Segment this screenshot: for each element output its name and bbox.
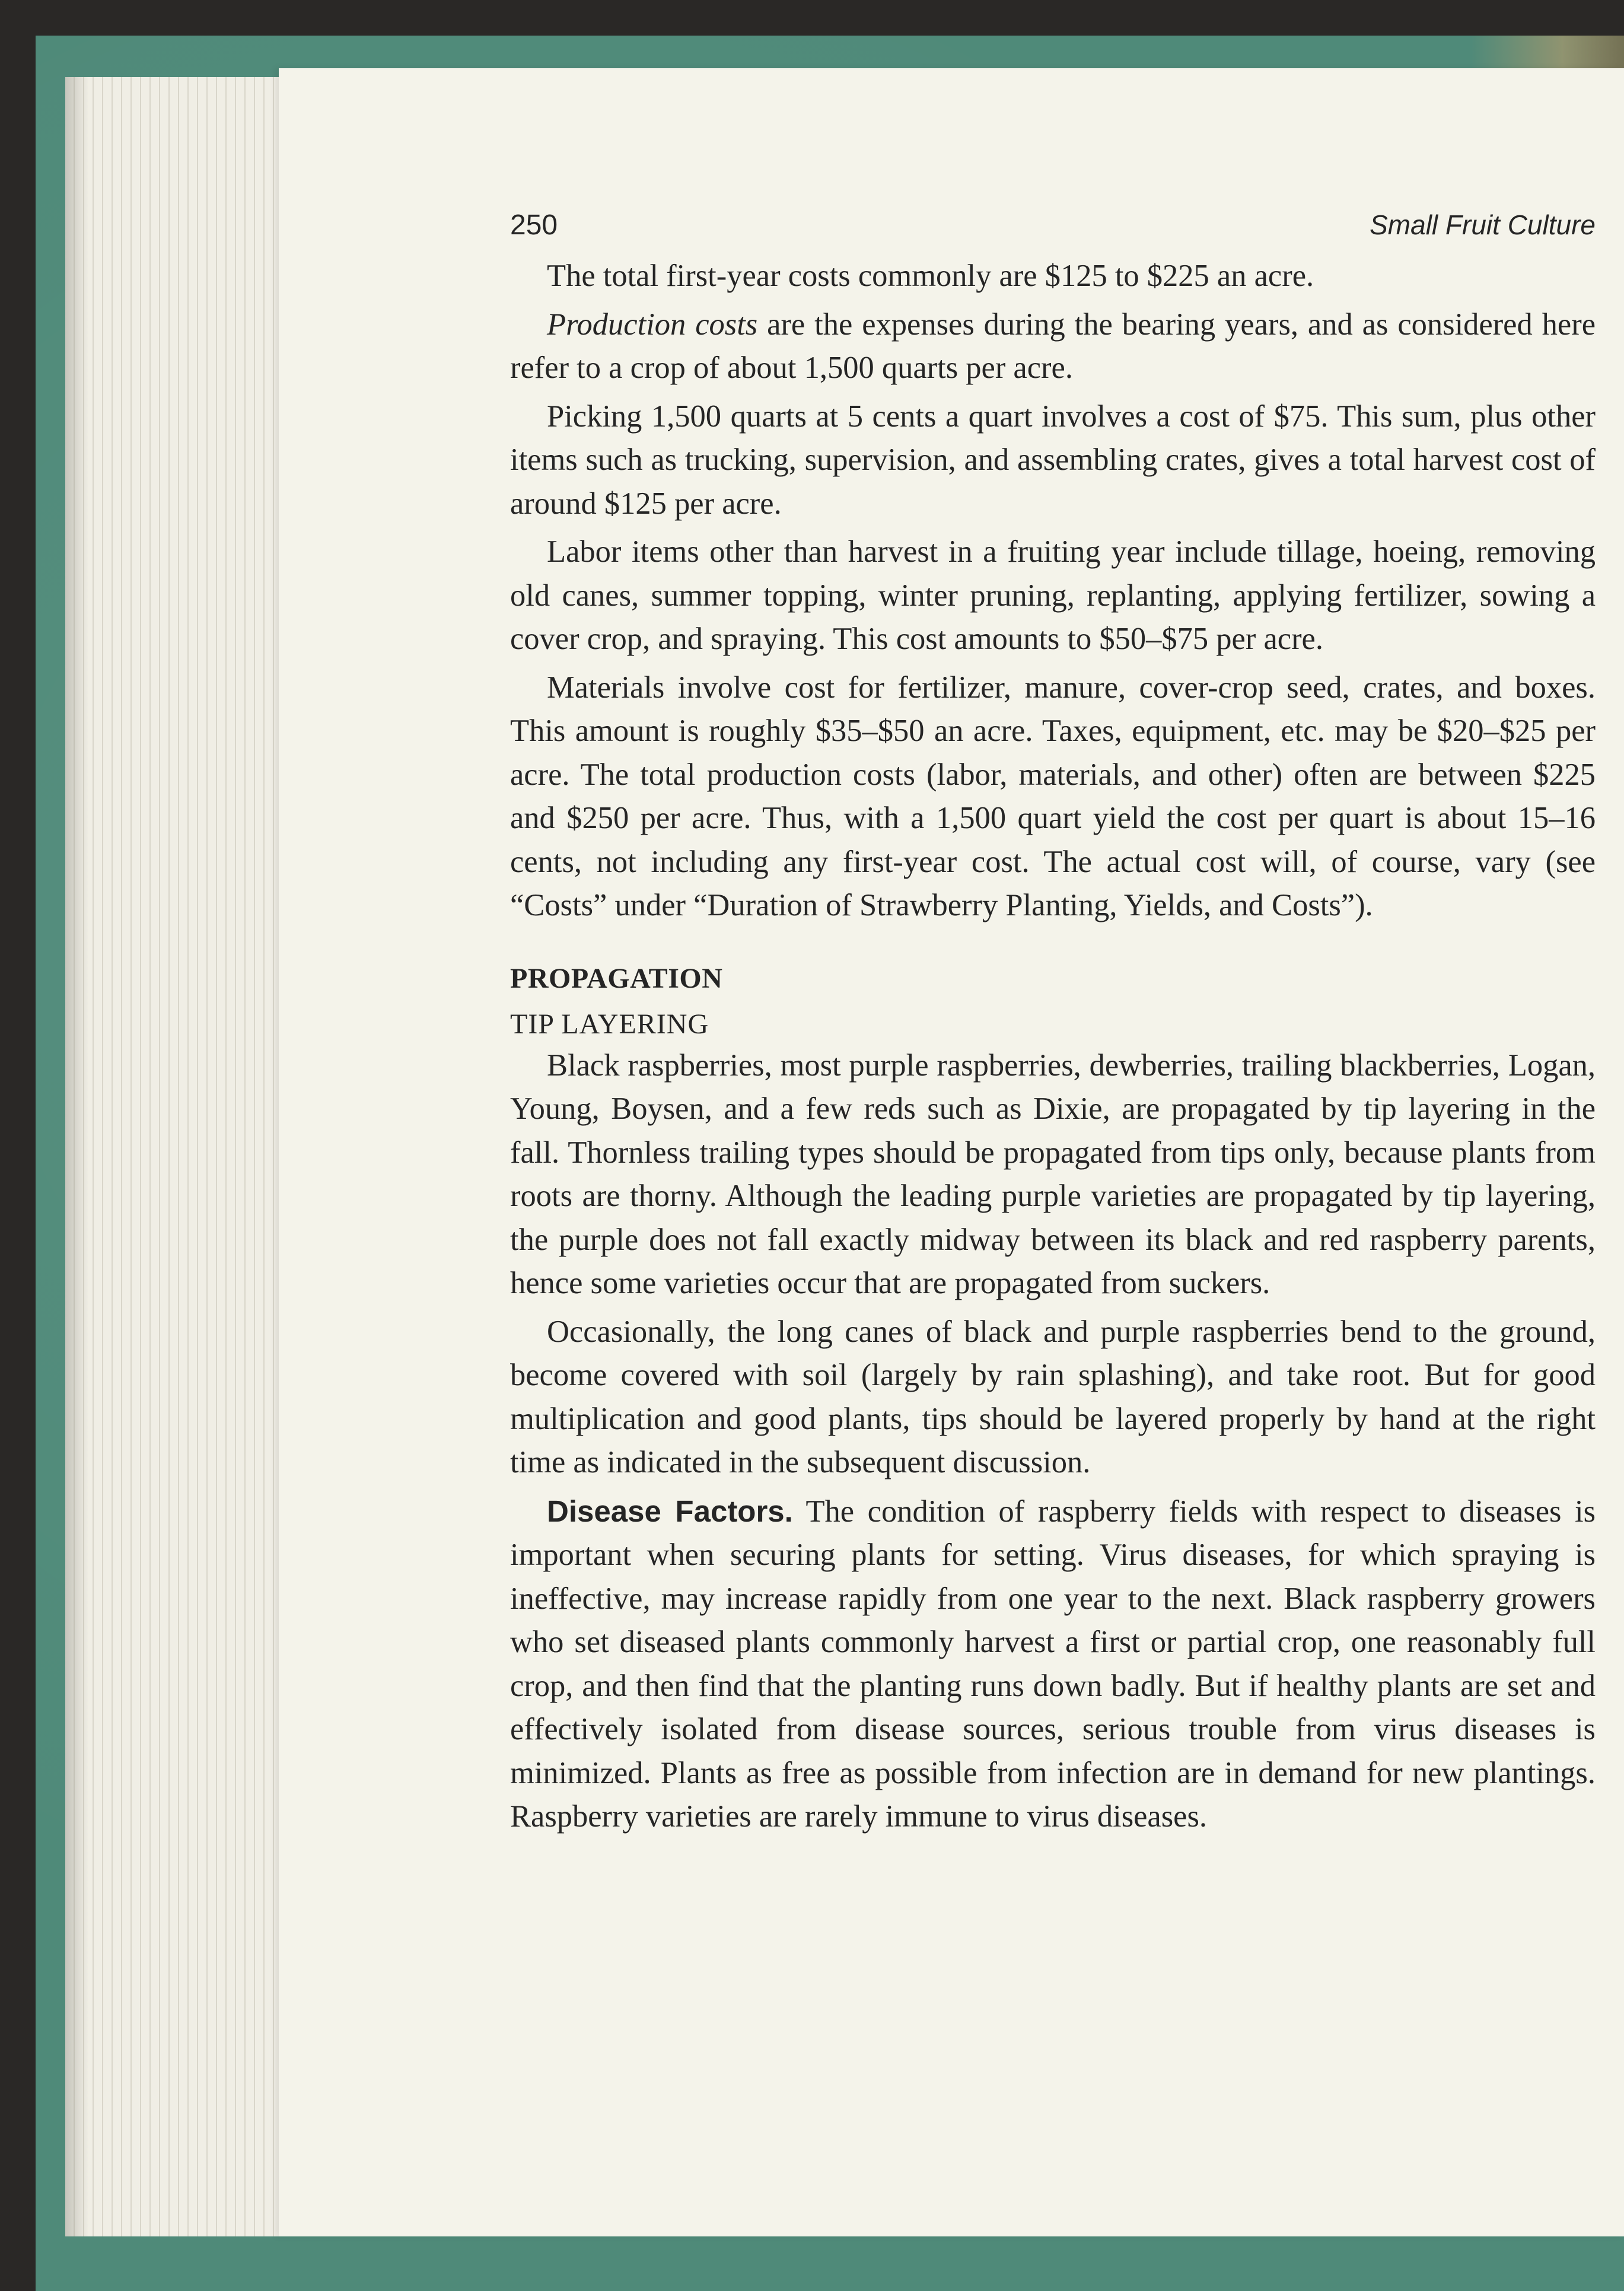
subsection-heading: TIP LAYERING <box>510 1008 709 1040</box>
section-heading: PROPAGATION <box>510 962 723 994</box>
paragraph-text: Picking 1,500 quarts at 5 cents a quart involves a cost of $75. This sum, plus other items such as trucking, supervision, and assembling crates, gives a total harvest cost of around $125 per acre. <box>510 399 1596 521</box>
paragraph-labor-items <box>510 530 1596 661</box>
paragraph-text: Labor items other than harvest in a fruiting year include tillage, hoeing, removing old canes, summer topping, winter pruning, replanting, applying fertilizer, sowing a cover crop, and spraying. This cost amounts to $50–$75 per acre. <box>510 534 1596 656</box>
paragraph-text: Materials involve cost for fertilizer, manure, cover-crop seed, crates, and boxes. This amount is roughly $35–$50 an acre. Taxes, equipment, etc. may be $20–$25 per acre. The total production costs (labor, materials, and other) often are between $225 and $250 per acre. Thus, with a 1,500 quart yield the cost per quart is about 15–16 cents, not including any first-year cost. The actual cost will, of course, vary (see “Costs” under “Duration of Strawberry Planting, Yields, and Costs”). <box>510 670 1596 922</box>
paragraph-text: are the expenses during the bearing years, and as considered here refer to a crop of about 1,500 quarts per acre. <box>510 307 1596 385</box>
paragraph-tip-layering <box>510 1044 1596 1306</box>
page-edges <box>65 77 291 2236</box>
paragraph-long-canes <box>510 1310 1596 1485</box>
running-head <box>510 209 1596 241</box>
run-in-heading: Disease Factors. <box>547 1494 793 1528</box>
paragraph-first-year-costs <box>510 254 1596 298</box>
paragraph-production-costs <box>510 303 1596 390</box>
page-number: 250 <box>510 209 558 241</box>
paragraph-text: The condition of raspberry fields with respect to diseases is important when securing plants for setting. Virus diseases, for which spraying is ineffective, may increase rapidly from one year to the next. Black raspberry growers who set diseased plants commonly harvest a first or partial crop, one reasonably full crop, and then find that the planting runs down badly. But if healthy plants are set and effectively isolated from disease sources, serious trouble from virus diseases is minimized. Plants as free as possible from infection are in demand for new plantings. Raspberry varieties are rarely immune to virus diseases. <box>510 1494 1596 1834</box>
page-edges-shadow <box>65 77 89 2236</box>
paragraph-disease-factors <box>510 1490 1596 1839</box>
page-content <box>510 209 1596 1839</box>
running-title: Small Fruit Culture <box>1370 209 1596 240</box>
paragraph-picking-costs <box>510 395 1596 526</box>
paragraph-materials <box>510 666 1596 928</box>
paragraph-text: The total first-year costs commonly are $125 to $225 an acre. <box>547 259 1314 293</box>
paragraph-text: Occasionally, the long canes of black and purple raspberries bend to the ground, become covered with soil (largely by rain splashing), and take root. But for good multiplication and good plants, tips should be layered properly by hand at the right time as indicated in the subsequent discussion. <box>510 1314 1596 1479</box>
italic-term: Production costs <box>547 307 758 342</box>
paragraph-text: Black raspberries, most purple raspberries, dewberries, trailing blackberries, Logan, Young, Boysen, and a few reds such as Dixie, are propagated by tip layering in the fall. Thornless trailing types should be propagated from tips only, because plants from roots are thorny. Although the leading purple varieties are propagated by tip layering, the purple does not fall exactly midway between its black and red raspberry parents, hence some varieties occur that are propagated from suckers. <box>510 1048 1596 1300</box>
